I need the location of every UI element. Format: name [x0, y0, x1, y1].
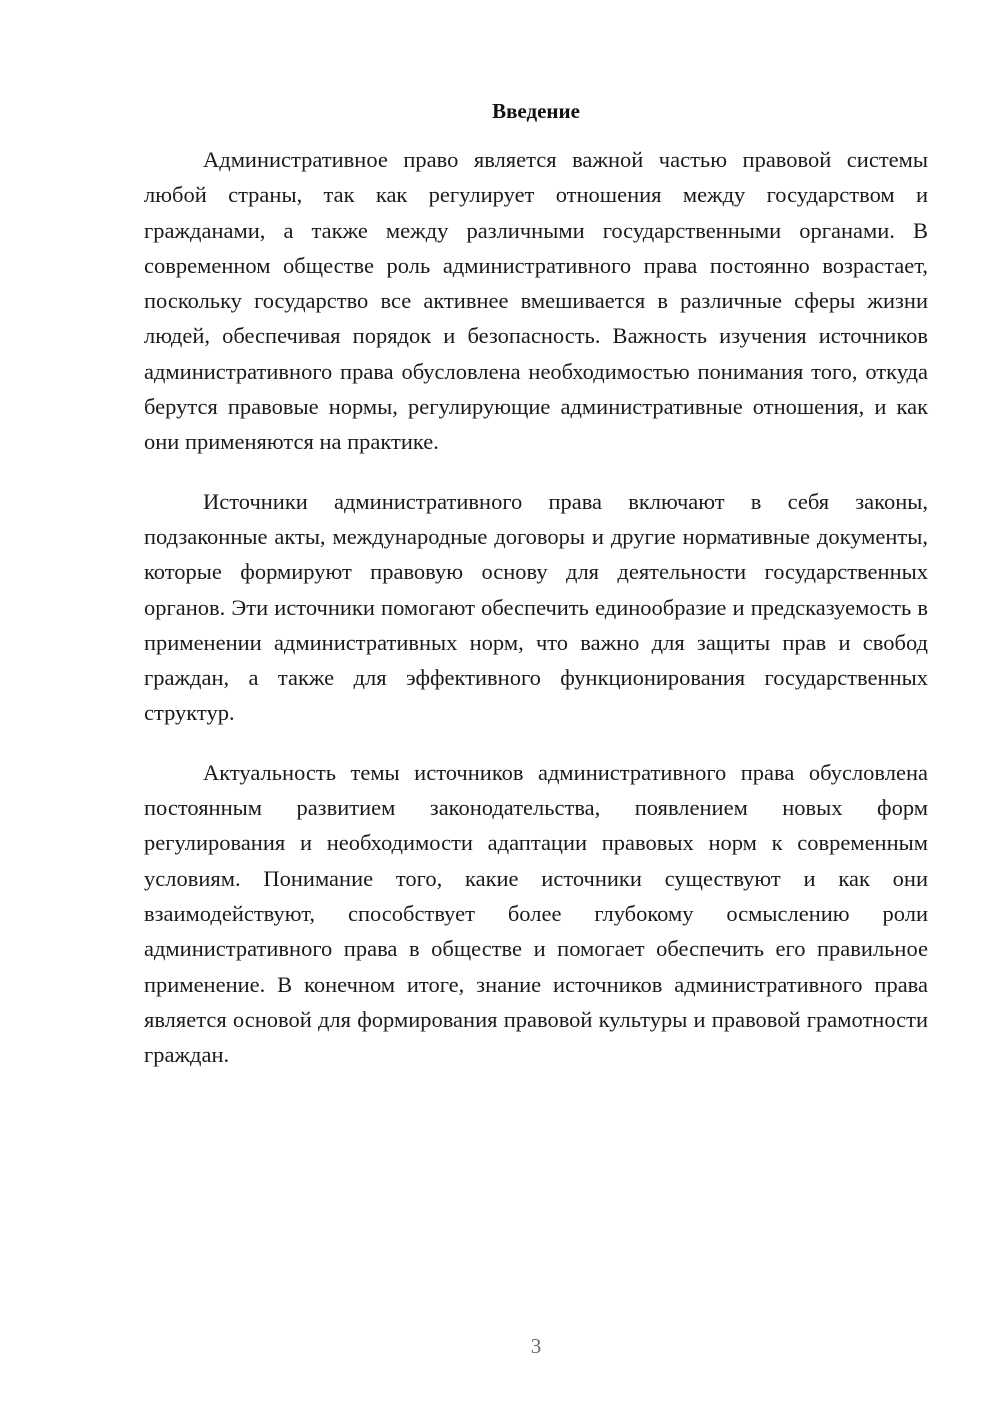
paragraph-1: Административное право является важной частью правовой системы любой страны, так как регулирует отношения между государством и гражданами, а также между различными государственными органами. В современном обществе роль административного права постоянно возрастает, поскольку государство все активнее вмешивается в различные сферы жизни людей, обеспечивая порядок и безопасность. Важность изучения источников административного права обусловлена необходимостью понимания того, откуда берутся правовые нормы, регулирующие административные отношения, и как они применяются на практике.	[144, 147, 928, 455]
paragraph-2: Источники административного права включают в себя законы, подзаконные акты, международные договоры и другие нормативные документы, которые формируют правовую основу для деятельности государственных органов. Эти источники помогают обеспечить единообразие и предсказуемость в применении административных норм, что важно для защиты прав и свобод граждан, а также для эффективного функционирования государственных структур.	[144, 488, 928, 726]
page-number: 3	[530, 1334, 542, 1358]
paragraph-3: Актуальность темы источников административного права обусловлена постоянным развитием законодательства, появлением новых форм регулирования и необходимости адаптации правовых норм к современным условиям. Понимание того, какие источники существуют и как они взаимодействуют, способствует более глубокому осмыслению роли административного права в обществе и помогает обеспечить его правильное применение. В конечном итоге, знание источников административного права является основой для формирования правовой культуры и правовой грамотности граждан.	[144, 759, 928, 1068]
body-text	[144, 142, 928, 1096]
page-title: Введение	[492, 99, 580, 123]
